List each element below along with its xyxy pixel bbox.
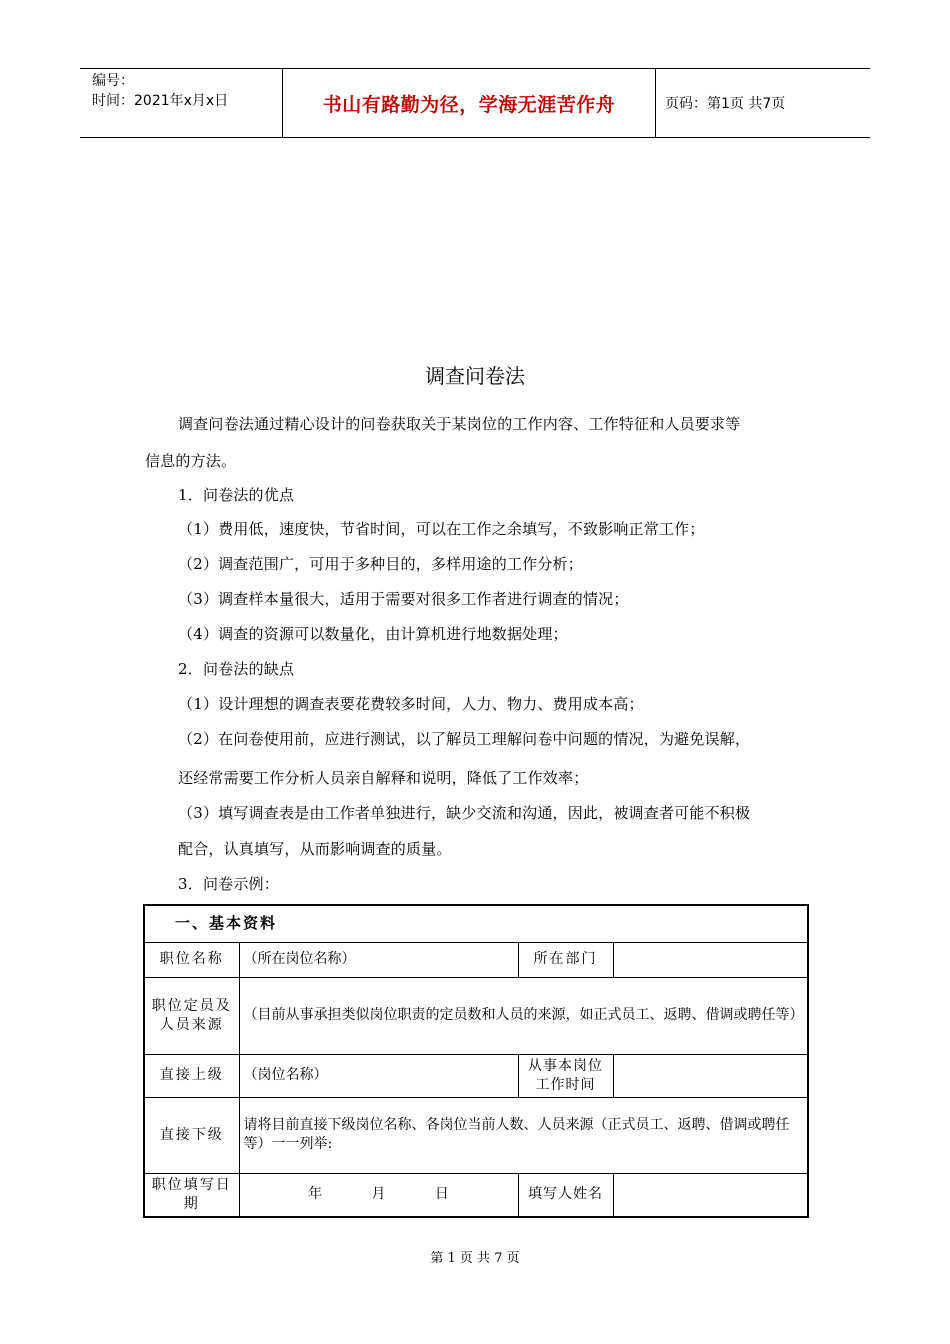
filler-name-label: 填写人姓名	[518, 1173, 613, 1217]
header-page-info: 页码：第1页 共7页	[665, 96, 786, 112]
list-item: （1）费用低，速度快，节省时间，可以在工作之余填写，不致影响正常工作；	[178, 520, 705, 538]
date-month-label: 月	[371, 1186, 386, 1202]
list-item: （1）设计理想的调查表要花费较多时间，人力、物力、费用成本高；	[178, 695, 644, 713]
section-heading: 3．问卷示例：	[178, 875, 279, 893]
position-name-label: 职位名称	[144, 942, 239, 977]
header-meta	[92, 71, 280, 111]
date-day-label: 日	[434, 1186, 449, 1202]
document-title: 调查问卷法	[425, 364, 525, 388]
document-time-label: 时间：2021年x月x日	[92, 93, 229, 109]
superior-label: 直接上级	[144, 1054, 239, 1097]
list-item: （2）调查范围广，可用于多种目的，多样用途的工作分析；	[178, 555, 583, 573]
subordinate-label: 直接下级	[144, 1097, 239, 1173]
position-name-field[interactable]: （所在岗位名称）	[239, 942, 518, 977]
staffing-field[interactable]: （目前从事承担类似岗位职责的定员数和人员的来源，如正式员工、返聘、借调或聘任等）	[239, 977, 808, 1054]
section-heading: 2．问卷法的缺点	[178, 660, 295, 678]
header-divider	[655, 69, 656, 137]
superior-field[interactable]: （岗位名称）	[239, 1054, 518, 1097]
paragraph: 信息的方法。	[145, 452, 237, 470]
page-footer: 第 1 页 共 7 页	[430, 1251, 520, 1266]
basic-info-form	[143, 904, 809, 1218]
tenure-label: 从事本岗位工作时间	[518, 1054, 613, 1097]
fill-date-field[interactable]	[239, 1173, 518, 1217]
list-item-continuation: 还经常需要工作分析人员亲自解释和说明，降低了工作效率；	[178, 769, 589, 787]
paragraph: 调查问卷法通过精心设计的问卷获取关于某岗位的工作内容、工作特征和人员要求等	[178, 415, 741, 433]
list-item: （4）调查的资源可以数量化，由计算机进行地数据处理；	[178, 625, 568, 643]
fill-date-label: 职位填写日期	[144, 1173, 239, 1217]
date-year-label: 年	[308, 1186, 323, 1202]
list-item: （2）在问卷使用前，应进行测试，以了解员工理解问卷中问题的情况，为避免误解，	[178, 730, 751, 748]
section-heading: 1．问卷法的优点	[178, 486, 295, 504]
list-item: （3）填写调查表是由工作者单独进行，缺少交流和沟通，因此，被调查者可能不积极	[178, 804, 751, 822]
tenure-field[interactable]	[613, 1054, 808, 1097]
list-item: （3）调查样本量很大，适用于需要对很多工作者进行调查的情况；	[178, 590, 629, 608]
document-number-label: 编号：	[92, 73, 134, 89]
form-section-title: 一、基本资料	[144, 905, 808, 942]
header-slogan: 书山有路勤为径，学海无涯苦作舟	[322, 93, 616, 116]
filler-name-field[interactable]	[613, 1173, 808, 1217]
department-field[interactable]	[613, 942, 808, 977]
page-header	[80, 68, 870, 138]
list-item-continuation: 配合，认真填写，从而影响调查的质量。	[178, 840, 452, 858]
department-label: 所在部门	[518, 942, 613, 977]
staffing-label: 职位定员及人员来源	[144, 977, 239, 1054]
subordinate-field[interactable]: 请将目前直接下级岗位名称、各岗位当前人数、人员来源（正式员工、返聘、借调或聘任等）一一列举:	[239, 1097, 808, 1173]
